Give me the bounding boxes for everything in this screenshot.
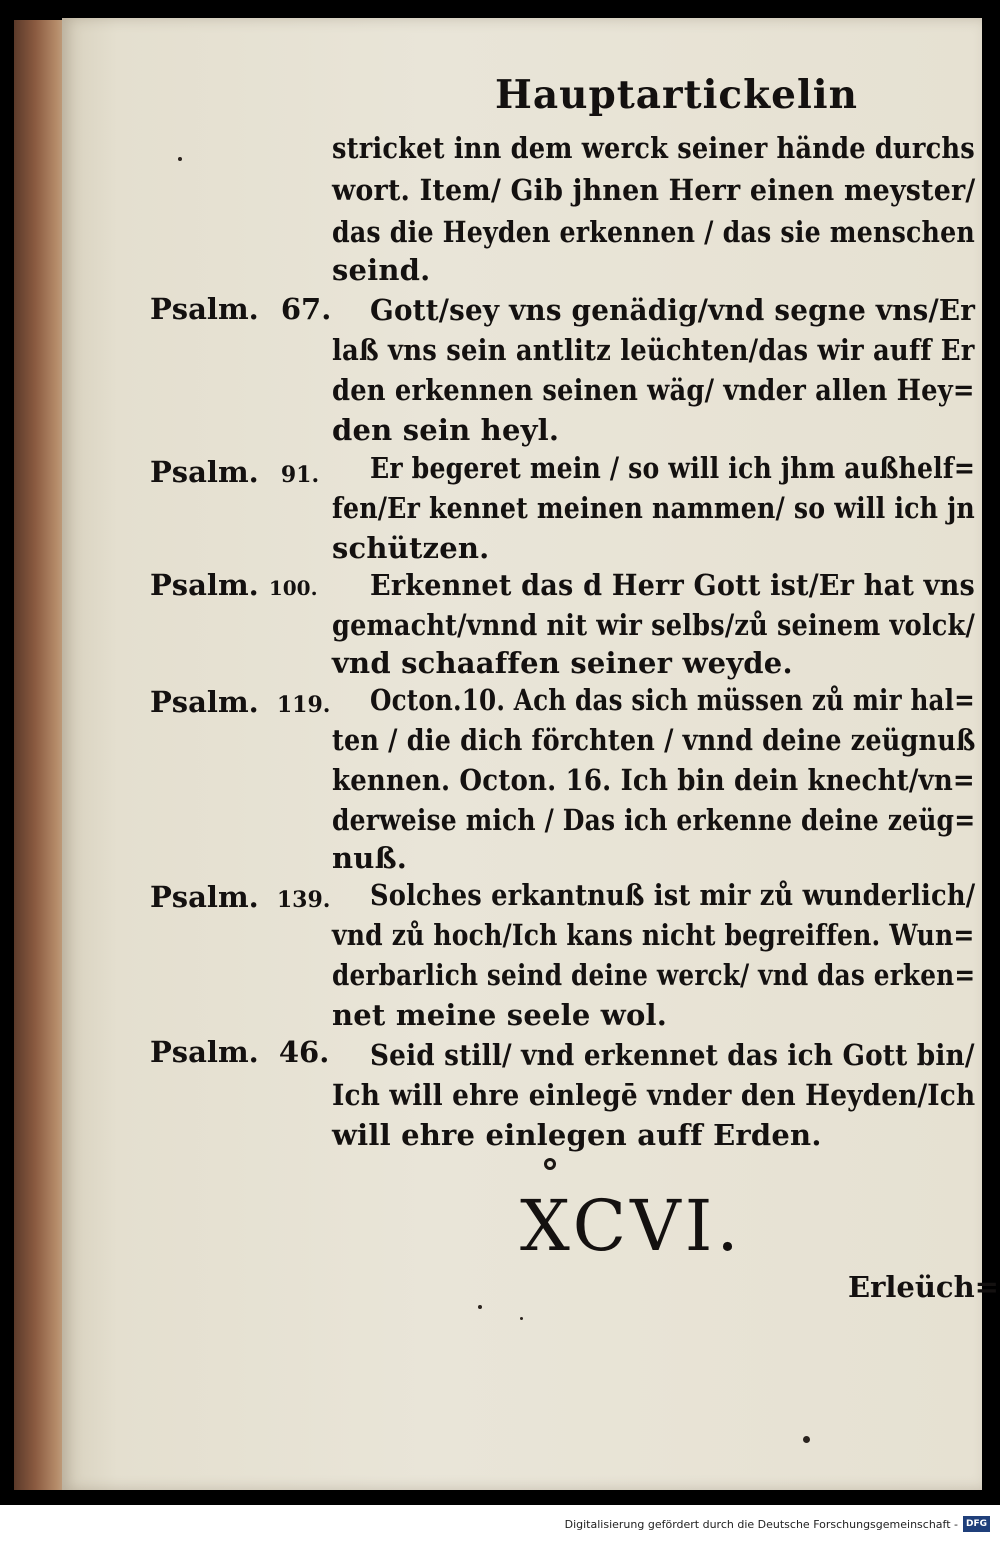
text-line-20: Solches erkantnuß ist mir zů wunderlich/ xyxy=(370,878,976,912)
text-line-4: seind. xyxy=(332,253,431,287)
text-line-2: wort. Item/ Gib jhnen Herr einen meyster/ xyxy=(332,173,976,207)
psalm-ref-label: Psalm. xyxy=(150,568,259,602)
text-line-13: gemacht/vnnd nit wir selbs/zů seinem volck/ xyxy=(332,608,975,642)
text-line-26: will ehre einlegen auff Erden. xyxy=(332,1118,822,1152)
psalm-ref-139 xyxy=(150,880,330,914)
psalm-ref-label: Psalm. xyxy=(150,880,259,914)
dfg-logo: DFG xyxy=(963,1516,990,1532)
psalm-ref-67 xyxy=(150,292,331,326)
psalm-ref-number: 119. xyxy=(276,692,331,718)
paper-speck xyxy=(803,1436,810,1443)
text-line-10: fen/Er kennet meinen nammen/ so will ich jn xyxy=(332,491,975,525)
psalm-ref-number: 91. xyxy=(280,462,320,488)
catchword: Erleüch= xyxy=(848,1270,999,1304)
text-line-11: schützen. xyxy=(332,531,490,565)
psalm-ref-46 xyxy=(150,1035,329,1069)
footer-credit-text: Digitalisierung gefördert durch die Deutsche Forschungsgemeinschaft - xyxy=(564,1518,958,1531)
text-line-8: den sein heyl. xyxy=(332,413,560,447)
folio-number: XCVI. xyxy=(520,1185,743,1267)
text-line-24: Seid still/ vnd erkennet das ich Gott bin/ xyxy=(370,1038,975,1072)
text-line-12: Erkennet das d Herr Gott ist/Er hat vns xyxy=(370,568,975,602)
psalm-ref-number: 46. xyxy=(278,1035,330,1069)
paper-speck xyxy=(478,1305,482,1309)
psalm-ref-label: Psalm. xyxy=(150,1035,259,1069)
paper-speck xyxy=(520,1317,523,1320)
running-head: Hauptartickelin xyxy=(495,72,858,118)
text-line-25: Ich will ehre einlegē vnder den Heyden/Ich xyxy=(332,1078,976,1112)
text-line-7: den erkennen seinen wäg/ vnder allen Hey= xyxy=(332,373,975,407)
text-line-16: ten / die dich förchten / vnnd deine zeügnuß xyxy=(332,723,976,757)
psalm-ref-number: 67. xyxy=(280,292,332,326)
psalm-ref-119 xyxy=(150,685,330,719)
paper-speck xyxy=(178,157,182,161)
text-line-18: derweise mich / Das ich erkenne deine zeüg= xyxy=(332,803,976,837)
text-line-17: kennen. Octon. 16. Ich bin dein knecht/vn= xyxy=(332,763,975,797)
footer-credit-bar xyxy=(0,1505,1000,1548)
psalm-ref-91 xyxy=(150,455,319,489)
psalm-ref-label: Psalm. xyxy=(150,292,259,326)
text-line-23: net meine seele wol. xyxy=(332,998,668,1032)
text-line-3: das die Heyden erkennen / das sie menschen xyxy=(332,215,975,249)
psalm-ref-number: 139. xyxy=(276,887,331,913)
text-line-19: nuß. xyxy=(332,841,408,875)
text-line-21: vnd zů hoch/Ich kans nicht begreiffen. Wun= xyxy=(332,918,975,952)
ornament-ring xyxy=(544,1158,556,1170)
psalm-ref-label: Psalm. xyxy=(150,455,259,489)
psalm-ref-100 xyxy=(150,568,318,602)
text-line-6: laß vns sein antlitz leüchten/das wir auff Er xyxy=(332,333,975,367)
text-line-15: Octon.10. Ach das sich müssen zů mir hal= xyxy=(370,683,975,717)
text-line-22: derbarlich seind deine werck/ vnd das erken= xyxy=(332,958,976,992)
psalm-ref-number: 100. xyxy=(268,576,318,600)
psalm-ref-label: Psalm. xyxy=(150,685,259,719)
text-line-9: Er begeret mein / so will ich jhm außhelf= xyxy=(370,451,976,485)
text-line-1: stricket inn dem werck seiner hände durchs xyxy=(332,131,975,165)
text-line-5: Gott/sey vns genädig/vnd segne vns/Er xyxy=(370,293,976,327)
text-line-14: vnd schaaffen seiner weyde. xyxy=(332,646,793,680)
